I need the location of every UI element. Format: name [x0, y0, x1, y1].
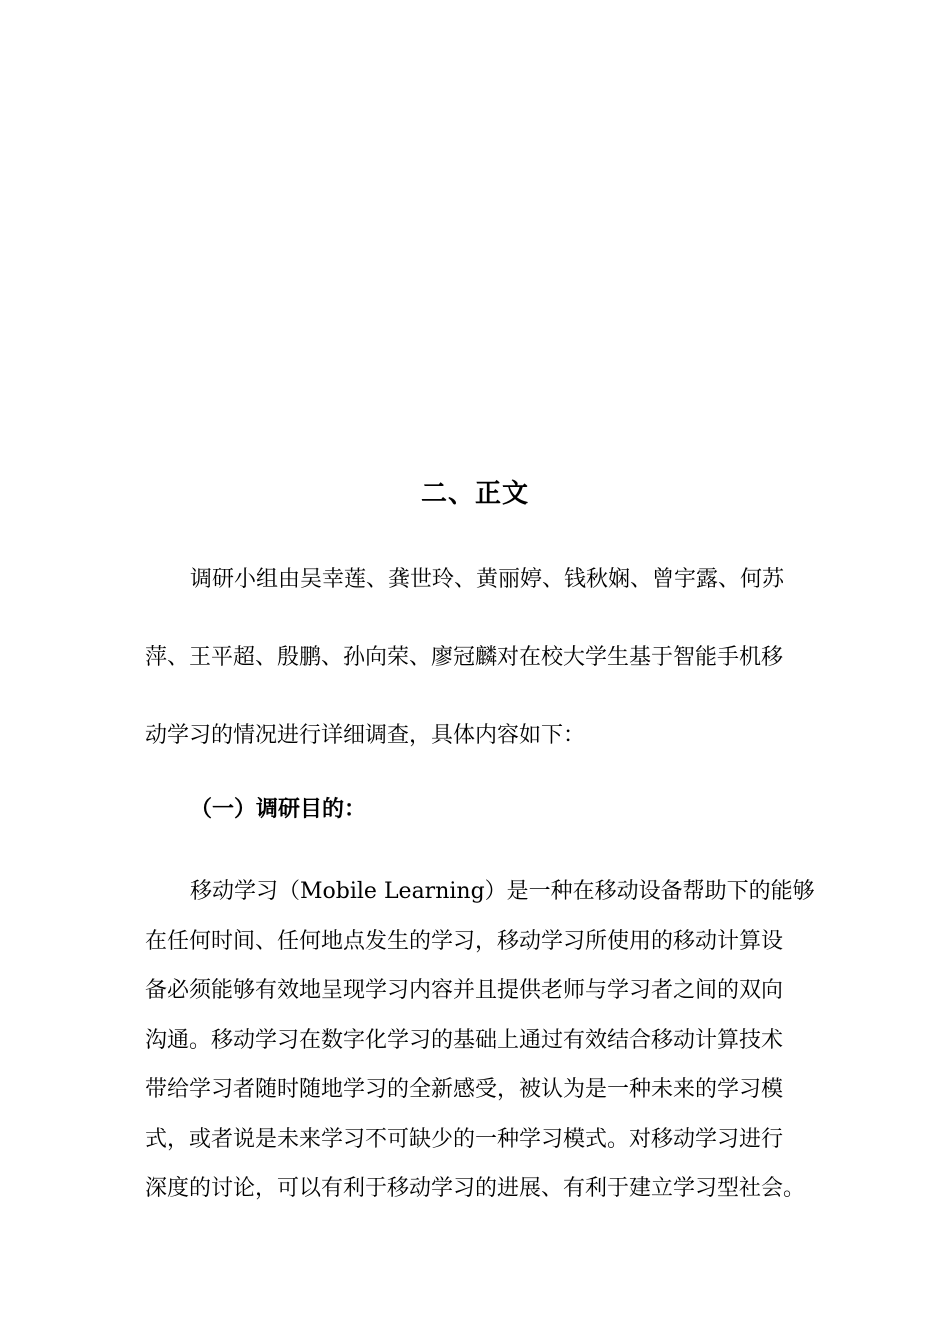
intro-line: 动学习的情况进行详细调查，具体内容如下： [145, 723, 586, 748]
body-line: 带给学习者随时随地学习的全新感受，被认为是一种未来的学习模 [145, 1077, 784, 1102]
body-line: 移动学习（Mobile Learning）是一种在移动设备帮助下的能够 [190, 879, 815, 904]
body-line: 式，或者说是未来学习不可缺少的一种学习模式。对移动学习进行 [145, 1126, 784, 1152]
section-title: 二、正文 [420, 479, 529, 509]
intro-line: 调研小组由吴幸莲、龚世玲、黄丽婷、钱秋娴、曾宇露、何苏 [190, 567, 785, 592]
intro-paragraph [145, 560, 810, 794]
intro-line: 萍、王平超、殷鹏、孙向荣、廖冠麟对在校大学生基于智能手机移 [145, 645, 784, 670]
body-line: 深度的讨论，可以有利于移动学习的进展、有利于建立学习型社会。 [145, 1176, 806, 1201]
body-line: 备必须能够有效地呈现学习内容并且提供老师与学习者之间的双向 [145, 978, 784, 1003]
body-paragraph [145, 872, 815, 1219]
body-line: 在任何时间、任何地点发生的学习，移动学习所使用的移动计算设 [145, 928, 784, 954]
body-line: 沟通。移动学习在数字化学习的基础上通过有效结合移动计算技术 [145, 1027, 784, 1053]
subheading-research-purpose: （一）调研目的： [190, 797, 367, 822]
